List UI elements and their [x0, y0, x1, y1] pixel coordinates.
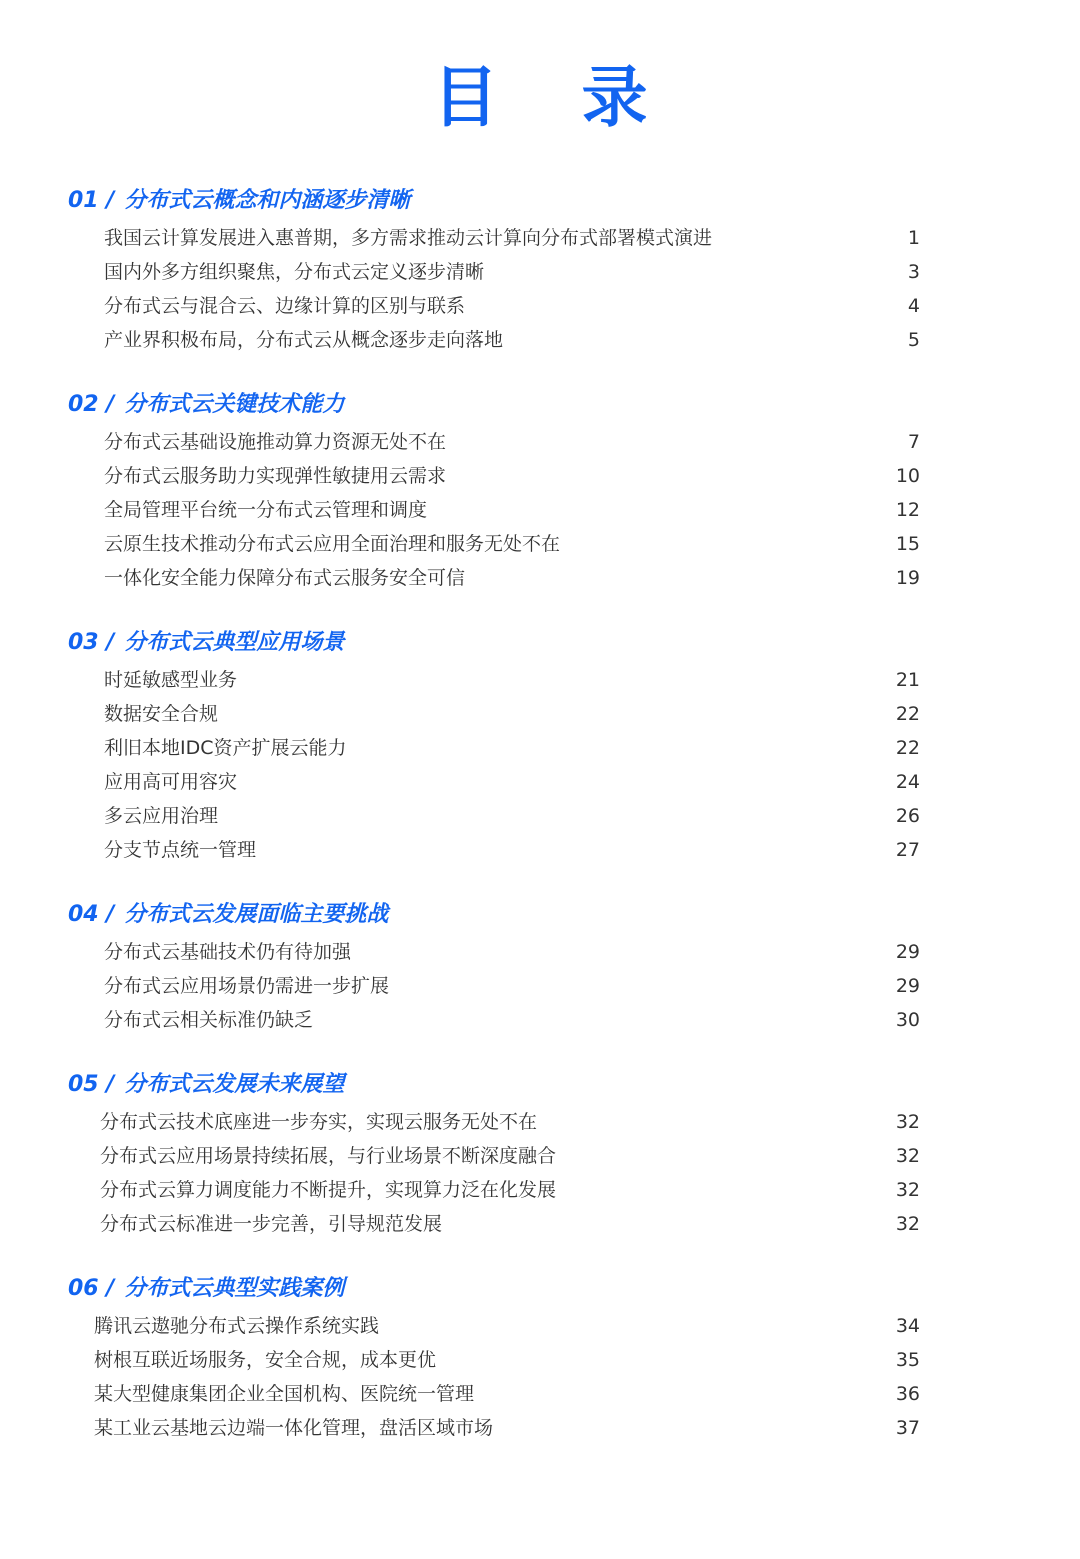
toc-entry[interactable]: [0, 561, 1080, 595]
toc-entry-label: 一体化安全能力保障分布式云服务安全可信: [104, 567, 466, 589]
toc-entry-label: 分布式云基础技术仍有待加强: [104, 941, 352, 963]
toc-entry[interactable]: [0, 1003, 1080, 1037]
toc-entry-label: 应用高可用容灾: [104, 771, 238, 793]
toc-entry[interactable]: [0, 1343, 1080, 1377]
toc-entry[interactable]: [0, 221, 1080, 255]
toc-entry-label: 产业界积极布局，分布式云从概念逐步走向落地: [104, 329, 504, 351]
toc-entry-label: 全局管理平台统一分布式云管理和调度: [104, 499, 428, 521]
toc-entry[interactable]: [0, 1309, 1080, 1343]
toc-entry-page: 4: [907, 295, 920, 317]
toc-section-03: [0, 626, 1080, 867]
toc-entry-label: 分布式云算力调度能力不断提升，实现算力泛在化发展: [100, 1179, 557, 1201]
toc-entry-page: 29: [895, 941, 920, 963]
section-title: 分布式云关键技术能力: [124, 392, 345, 417]
toc-entry[interactable]: [0, 493, 1080, 527]
toc-entry-page: 22: [895, 737, 920, 759]
toc-entry-page: 7: [907, 431, 920, 453]
toc-entry[interactable]: [0, 459, 1080, 493]
toc-entry-page: 27: [895, 839, 920, 861]
toc-entry[interactable]: [0, 527, 1080, 561]
toc-entry[interactable]: [0, 935, 1080, 969]
toc-entry-page: 12: [895, 499, 920, 521]
toc-entry-label: 分布式云与混合云、边缘计算的区别与联系: [104, 295, 466, 317]
toc-entry-page: 34: [895, 1315, 920, 1337]
toc-entry-page: 21: [895, 669, 920, 691]
toc-entry-page: 19: [895, 567, 920, 589]
section-number: 06 /: [68, 1276, 115, 1301]
toc-entry-label: 时延敏感型业务: [104, 669, 238, 691]
toc-entry[interactable]: [0, 255, 1080, 289]
toc-entry-page: 36: [895, 1383, 920, 1405]
section-title: 分布式云典型应用场景: [124, 630, 345, 655]
toc-entry[interactable]: [0, 1411, 1080, 1445]
toc-entry[interactable]: [0, 323, 1080, 357]
section-heading[interactable]: [0, 184, 1080, 218]
toc-entry[interactable]: [0, 1173, 1080, 1207]
section-number: 02 /: [68, 392, 115, 417]
toc-entry-label: 某工业云基地云边端一体化管理，盘活区域市场: [94, 1417, 494, 1439]
section-number: 04 /: [68, 902, 115, 927]
toc-entry-page: 5: [907, 329, 920, 351]
section-number: 03 /: [68, 630, 115, 655]
toc-entry-label: 数据安全合规: [104, 703, 219, 725]
toc-entry[interactable]: [0, 731, 1080, 765]
toc-entry-label: 树根互联近场服务，安全合规，成本更优: [94, 1349, 437, 1371]
toc-entry-page: 37: [895, 1417, 920, 1439]
toc-entry-page: 24: [895, 771, 920, 793]
section-heading[interactable]: [0, 1272, 1080, 1306]
toc-entry-label: 利旧本地IDC资产扩展云能力: [104, 737, 347, 759]
section-number: 01 /: [68, 188, 115, 213]
section-heading[interactable]: [0, 626, 1080, 660]
toc-entry[interactable]: [0, 1139, 1080, 1173]
toc-entry[interactable]: [0, 765, 1080, 799]
toc-entry-page: 10: [895, 465, 920, 487]
toc-entry-page: 15: [895, 533, 920, 555]
section-title: 分布式云发展面临主要挑战: [124, 902, 389, 927]
toc-entry-page: 30: [895, 1009, 920, 1031]
toc-entry-page: 35: [895, 1349, 920, 1371]
toc-entry-label: 分布式云标准进一步完善，引导规范发展: [100, 1213, 443, 1235]
toc-entry-label: 分布式云基础设施推动算力资源无处不在: [104, 431, 447, 453]
toc-entry-page: 32: [895, 1213, 920, 1235]
toc-section-05: [0, 1068, 1080, 1241]
toc-entry[interactable]: [0, 1207, 1080, 1241]
toc-section-01: [0, 184, 1080, 357]
section-title: 分布式云概念和内涵逐步清晰: [124, 188, 411, 213]
toc-entry-label: 分布式云技术底座进一步夯实，实现云服务无处不在: [100, 1111, 538, 1133]
toc-entry-page: 32: [895, 1111, 920, 1133]
section-number: 05 /: [68, 1072, 115, 1097]
toc-entry-label: 分布式云应用场景仍需进一步扩展: [104, 975, 390, 997]
toc-entry-page: 1: [907, 227, 920, 249]
section-title: 分布式云发展未来展望: [124, 1072, 345, 1097]
toc-entry[interactable]: [0, 969, 1080, 1003]
toc-entry-label: 分支节点统一管理: [104, 839, 257, 861]
toc-entry-label: 国内外多方组织聚焦，分布式云定义逐步清晰: [104, 261, 485, 283]
toc-entry[interactable]: [0, 799, 1080, 833]
toc-entry-page: 32: [895, 1179, 920, 1201]
toc-entry[interactable]: [0, 833, 1080, 867]
toc-entry-page: 32: [895, 1145, 920, 1167]
toc-section-06: [0, 1272, 1080, 1445]
toc-entry-label: 某大型健康集团企业全国机构、医院统一管理: [94, 1383, 475, 1405]
section-heading[interactable]: [0, 388, 1080, 422]
toc-section-04: [0, 898, 1080, 1037]
toc-entry-label: 腾讯云遨驰分布式云操作系统实践: [94, 1315, 380, 1337]
toc-entry[interactable]: [0, 425, 1080, 459]
toc-entry[interactable]: [0, 697, 1080, 731]
toc-entry-page: 22: [895, 703, 920, 725]
toc-entry-page: 26: [895, 805, 920, 827]
toc-entry-label: 多云应用治理: [104, 805, 219, 827]
section-title: 分布式云典型实践案例: [124, 1276, 345, 1301]
toc-entry[interactable]: [0, 1105, 1080, 1139]
toc-entry[interactable]: [0, 289, 1080, 323]
toc-entry-label: 云原生技术推动分布式云应用全面治理和服务无处不在: [104, 533, 561, 555]
toc-entry-label: 分布式云服务助力实现弹性敏捷用云需求: [104, 465, 447, 487]
page-title: 目 录: [432, 59, 678, 136]
section-heading[interactable]: [0, 898, 1080, 932]
toc-entry[interactable]: [0, 663, 1080, 697]
section-heading[interactable]: [0, 1068, 1080, 1102]
toc-entry-label: 分布式云相关标准仍缺乏: [104, 1009, 314, 1031]
toc-entry-label: 分布式云应用场景持续拓展，与行业场景不断深度融合: [100, 1145, 557, 1167]
toc-entry-page: 29: [895, 975, 920, 997]
toc-entry-label: 我国云计算发展进入惠普期，多方需求推动云计算向分布式部署模式演进: [104, 227, 713, 249]
toc-section-02: [0, 388, 1080, 595]
toc-entry-page: 3: [907, 261, 920, 283]
toc-entry[interactable]: [0, 1377, 1080, 1411]
